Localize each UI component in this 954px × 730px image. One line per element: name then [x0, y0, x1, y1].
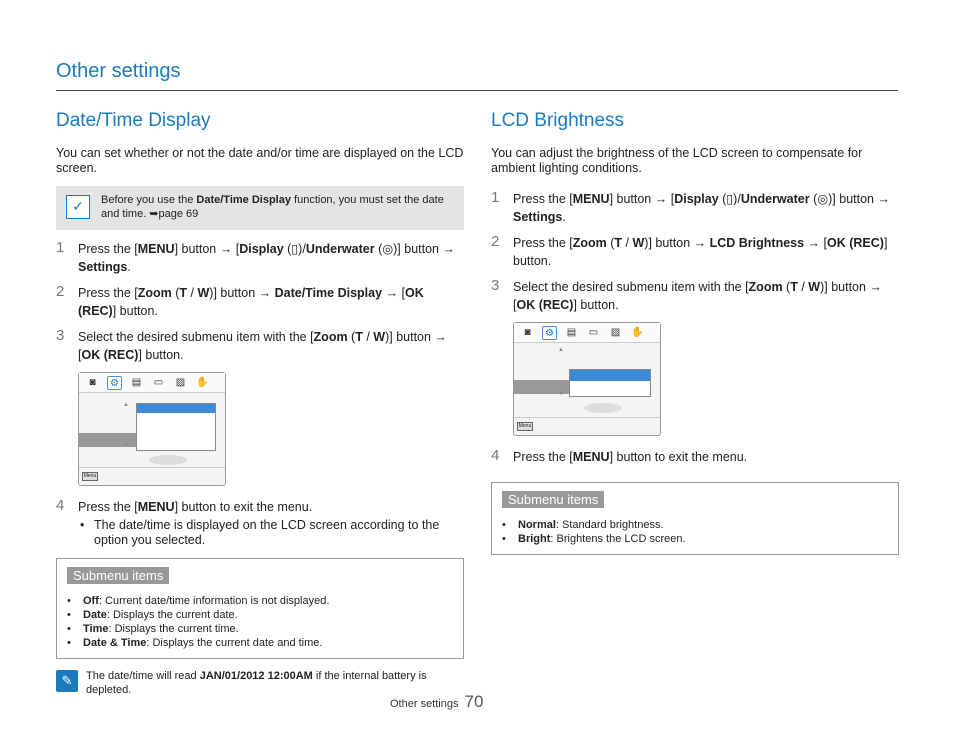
page-number: 70 — [464, 692, 484, 711]
step-key: Display — [239, 242, 284, 256]
step-text: Press the [ — [78, 286, 138, 300]
note-prefix: Before you use the — [101, 194, 197, 206]
step-text: . — [127, 260, 131, 274]
submenu-desc: : Displays the current date and time. — [146, 637, 323, 649]
step-key: LCD Brightness — [709, 236, 805, 250]
settings-gear-icon: ⚙ — [542, 326, 557, 340]
step-text: / — [797, 280, 809, 294]
step-text: ( — [606, 236, 615, 250]
display-icon: ▤ — [566, 326, 577, 338]
submenu-desc: : Displays the current time. — [108, 623, 239, 635]
step-key: T — [355, 330, 363, 344]
step-number: 4 — [56, 497, 65, 514]
left-step-4 — [56, 498, 464, 516]
step-key: Zoom — [313, 330, 348, 344]
image-icon: ▨ — [610, 326, 621, 338]
step-text: . — [562, 210, 566, 224]
step-text: ( — [171, 286, 180, 300]
submenu-list — [67, 594, 453, 650]
battery-icon: ▭ — [153, 376, 164, 388]
step-key: Underwater — [740, 192, 810, 206]
step-key: T — [614, 236, 623, 250]
footer-label: Other settings — [390, 698, 459, 710]
step-text: / — [362, 330, 374, 344]
hand-icon: ✋ — [631, 326, 644, 338]
note-bold: Date/Time Display — [196, 194, 291, 206]
step-text: → [ — [382, 286, 405, 300]
step-text: )] button → — [209, 286, 275, 300]
step-key: Settings — [513, 210, 563, 224]
list-item — [67, 608, 453, 622]
lcd-brightness-submenu-box — [491, 482, 899, 555]
step-key: OK (REC) — [826, 236, 884, 250]
submenu-label: Submenu items — [67, 567, 169, 584]
step-text: → [ — [804, 236, 827, 250]
battery-icon: ▭ — [588, 326, 599, 338]
lcd-brightness-heading: LCD Brightness — [491, 110, 625, 131]
submenu-term: Time — [83, 623, 109, 635]
left-step-2 — [56, 284, 464, 320]
step-key: Display — [674, 192, 719, 206]
step-text: (▯)/ — [283, 242, 306, 256]
list-item — [502, 518, 888, 532]
step-text: ] button to exit the menu. — [174, 500, 313, 514]
step-text: )] button → [ — [513, 280, 882, 312]
lcd-brightness-intro: You can adjust the brightness of the LCD screen to compensate for ambient lighting conditions. — [491, 146, 863, 175]
step-key: W — [808, 280, 821, 294]
date-time-intro: You can set whether or not the date and/or time are displayed on the LCD screen. — [56, 146, 464, 175]
step-key: Date/Time Display — [274, 286, 383, 300]
left-step-1 — [56, 240, 464, 276]
step-text: / — [622, 236, 633, 250]
step-key: MENU — [137, 500, 175, 514]
step-text: Press the [ — [78, 242, 138, 256]
step-text: Select the desired submenu item with the [ — [513, 280, 749, 294]
menu-icon-bar — [79, 373, 225, 393]
step-number: 2 — [56, 283, 65, 300]
step-text: ] button. — [112, 304, 158, 318]
submenu-term: Date — [83, 609, 107, 621]
right-step-3 — [491, 278, 899, 314]
step-key: OK (REC) — [81, 348, 139, 362]
note-suffix: function, you must set the date and time. ➥page 69 — [101, 194, 444, 220]
list-item — [67, 594, 453, 608]
submenu-desc: : Standard brightness. — [555, 519, 664, 531]
settings-gear-icon: ⚙ — [107, 376, 122, 390]
menu-button[interactable]: Menu — [518, 423, 532, 429]
submenu-panel — [569, 369, 651, 397]
step-key: Zoom — [137, 286, 172, 300]
page-footer — [390, 692, 483, 712]
background-blob — [149, 455, 187, 465]
step-text: ] button → [ — [174, 242, 240, 256]
step-text: (▯)/ — [718, 192, 741, 206]
image-icon: ▨ — [175, 376, 186, 388]
scroll-up-arrow-icon: ▲ — [123, 402, 129, 408]
submenu-panel — [136, 403, 216, 451]
step-key: MENU — [572, 450, 610, 464]
step-4-bullet: • The date/time is displayed on the LCD screen according to the option you selected. — [56, 518, 464, 548]
step-text: )] button → — [644, 236, 710, 250]
step-text: )] button → [ — [78, 330, 447, 362]
screen-footer — [514, 417, 660, 435]
submenu-label: Submenu items — [502, 491, 604, 508]
step-key: W — [373, 330, 386, 344]
step-key: Settings — [78, 260, 128, 274]
step-number: 4 — [491, 447, 500, 464]
step-number: 1 — [491, 189, 500, 206]
submenu-desc: : Brightens the LCD screen. — [550, 533, 686, 545]
list-item — [67, 622, 453, 636]
left-step-3 — [56, 328, 464, 364]
menu-icon-bar — [514, 323, 660, 343]
scroll-up-arrow-icon: ▲ — [558, 347, 564, 353]
screen-footer — [79, 467, 225, 485]
submenu-term: Date & Time — [83, 637, 147, 649]
step-text: (◎)] button → — [809, 192, 890, 206]
note-box — [56, 186, 464, 230]
step-key: Zoom — [748, 280, 783, 294]
step-text: Select the desired submenu item with the [ — [78, 330, 314, 344]
submenu-selected-row — [137, 404, 215, 413]
submenu-term: Bright — [518, 533, 551, 545]
date-time-column — [56, 110, 464, 697]
lcd-brightness-menu-screen — [513, 322, 661, 436]
submenu-term: Normal — [518, 519, 556, 531]
step-key: Underwater — [305, 242, 375, 256]
submenu-desc: : Displays the current date. — [106, 609, 238, 621]
step-text: Press the [ — [78, 500, 138, 514]
scroll-down-arrow-icon: ▼ — [123, 443, 129, 449]
step-text: (◎)] button → — [374, 242, 455, 256]
date-time-heading: Date/Time Display — [56, 110, 211, 131]
submenu-list — [502, 518, 888, 546]
step-key: MENU — [137, 242, 175, 256]
section-title: Other settings — [56, 60, 181, 82]
right-step-1 — [491, 190, 899, 226]
date-time-submenu-box — [56, 558, 464, 659]
step-text: Press the [ — [513, 192, 573, 206]
display-icon: ▤ — [131, 376, 142, 388]
memo-suffix: if the internal battery is depleted. — [86, 670, 427, 696]
background-blob — [584, 403, 622, 413]
step-text: ] button to exit the menu. — [609, 450, 748, 464]
pencil-memo-icon: ✎ — [56, 670, 78, 692]
submenu-term: Off — [83, 595, 99, 607]
list-item — [502, 532, 888, 546]
step-text: ] button. — [513, 236, 888, 268]
step-key: OK (REC) — [78, 286, 424, 318]
step-key: OK (REC) — [516, 298, 574, 312]
step-text: ] button → [ — [609, 192, 675, 206]
lcd-brightness-column — [491, 110, 899, 555]
submenu-desc: : Current date/time information is not displayed. — [98, 595, 330, 607]
camera-mode-icon: ◙ — [524, 326, 531, 338]
right-step-4 — [491, 448, 899, 466]
step-key: Zoom — [572, 236, 607, 250]
step-number: 3 — [56, 327, 65, 344]
step-text: ] button. — [138, 348, 184, 362]
step-number: 2 — [491, 233, 500, 250]
step-text: Press the [ — [513, 450, 573, 464]
checkmark-note-icon: ✓ — [66, 195, 90, 219]
list-item — [67, 636, 453, 650]
right-step-2 — [491, 234, 899, 270]
section-divider — [56, 90, 898, 91]
step-text: ] button. — [573, 298, 619, 312]
step-text: ( — [782, 280, 791, 294]
submenu-selected-row — [570, 370, 650, 381]
menu-button[interactable]: Menu — [83, 473, 97, 479]
step-key: T — [179, 286, 188, 300]
step-text: ( — [347, 330, 356, 344]
step-text: Press the [ — [513, 236, 573, 250]
step-key: W — [197, 286, 210, 300]
step-number: 3 — [491, 277, 500, 294]
step-key: W — [632, 236, 645, 250]
step-number: 1 — [56, 239, 65, 256]
step-key: T — [790, 280, 798, 294]
hand-icon: ✋ — [196, 376, 209, 388]
scroll-down-arrow-icon: ▼ — [558, 391, 564, 397]
memo-bold: JAN/01/2012 12:00AM — [199, 670, 313, 682]
camera-mode-icon: ◙ — [89, 376, 96, 388]
step-key: MENU — [572, 192, 610, 206]
date-time-menu-screen — [78, 372, 226, 486]
memo-prefix: The date/time will read — [86, 670, 200, 682]
step-text: / — [187, 286, 198, 300]
